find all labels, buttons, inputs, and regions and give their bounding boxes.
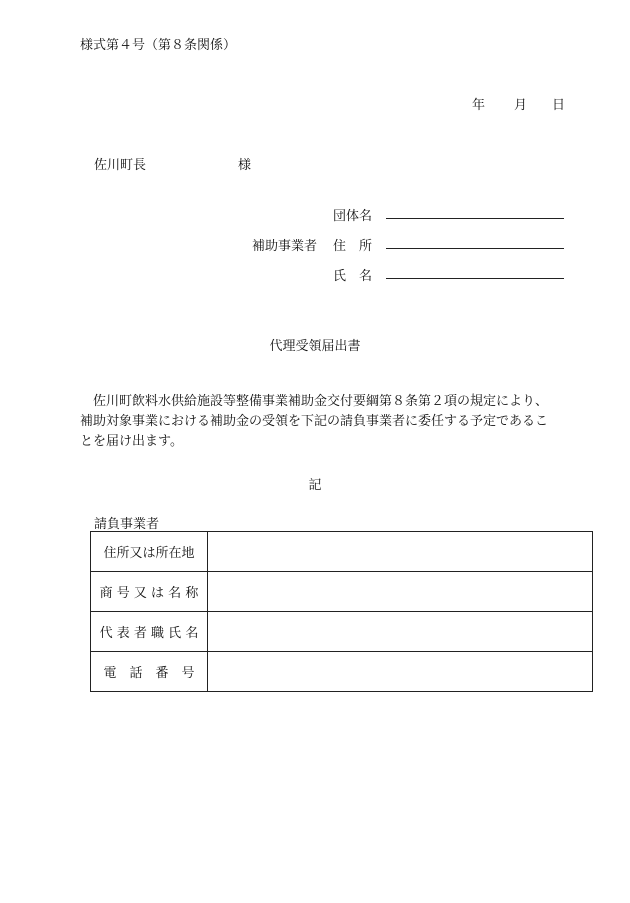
row-label-trade-name: 商 号 又 は 名 称 [91, 572, 208, 612]
row-value-trade-name[interactable] [208, 572, 593, 612]
addressee-name: 佐川町長 [94, 158, 147, 173]
applicant-role-label: 補助事業者 [252, 239, 318, 254]
row-label-representative: 代 表 者 職 氏 名 [91, 612, 208, 652]
form-number: 様式第４号（第８条関係） [80, 38, 237, 53]
table-row [91, 532, 593, 572]
field-line-name[interactable] [386, 278, 564, 279]
row-value-representative[interactable] [208, 612, 593, 652]
body-line-3: とを届け出ます。 [80, 434, 183, 449]
contractor-table [90, 531, 593, 692]
row-label-address: 住所又は所在地 [91, 532, 208, 572]
ki-marker: 記 [308, 478, 322, 493]
field-label-address: 住 所 [333, 239, 373, 254]
row-label-phone: 電 話 番 号 [91, 652, 208, 692]
table-row [91, 572, 593, 612]
row-value-phone[interactable] [208, 652, 593, 692]
body-line-1: 佐川町飲料水供給施設等整備事業補助金交付要綱第８条第２項の規定により、 [80, 394, 549, 409]
table-row [91, 612, 593, 652]
field-line-organization[interactable] [386, 218, 564, 219]
field-line-address[interactable] [386, 248, 564, 249]
body-text [80, 392, 570, 452]
field-label-name: 氏 名 [333, 269, 373, 284]
body-line-2: 補助対象事業における補助金の受領を下記の請負事業者に委任する予定であるこ [80, 414, 549, 429]
date-day-label: 日 [552, 98, 566, 113]
field-label-organization: 団体名 [333, 209, 373, 224]
contractor-caption: 請負事業者 [94, 517, 160, 532]
addressee-honorific: 様 [238, 158, 252, 173]
table-row [91, 652, 593, 692]
document-title: 代理受領届出書 [269, 339, 361, 354]
date-month-label: 月 [514, 98, 528, 113]
row-value-address[interactable] [208, 532, 593, 572]
date-year-label: 年 [472, 98, 486, 113]
